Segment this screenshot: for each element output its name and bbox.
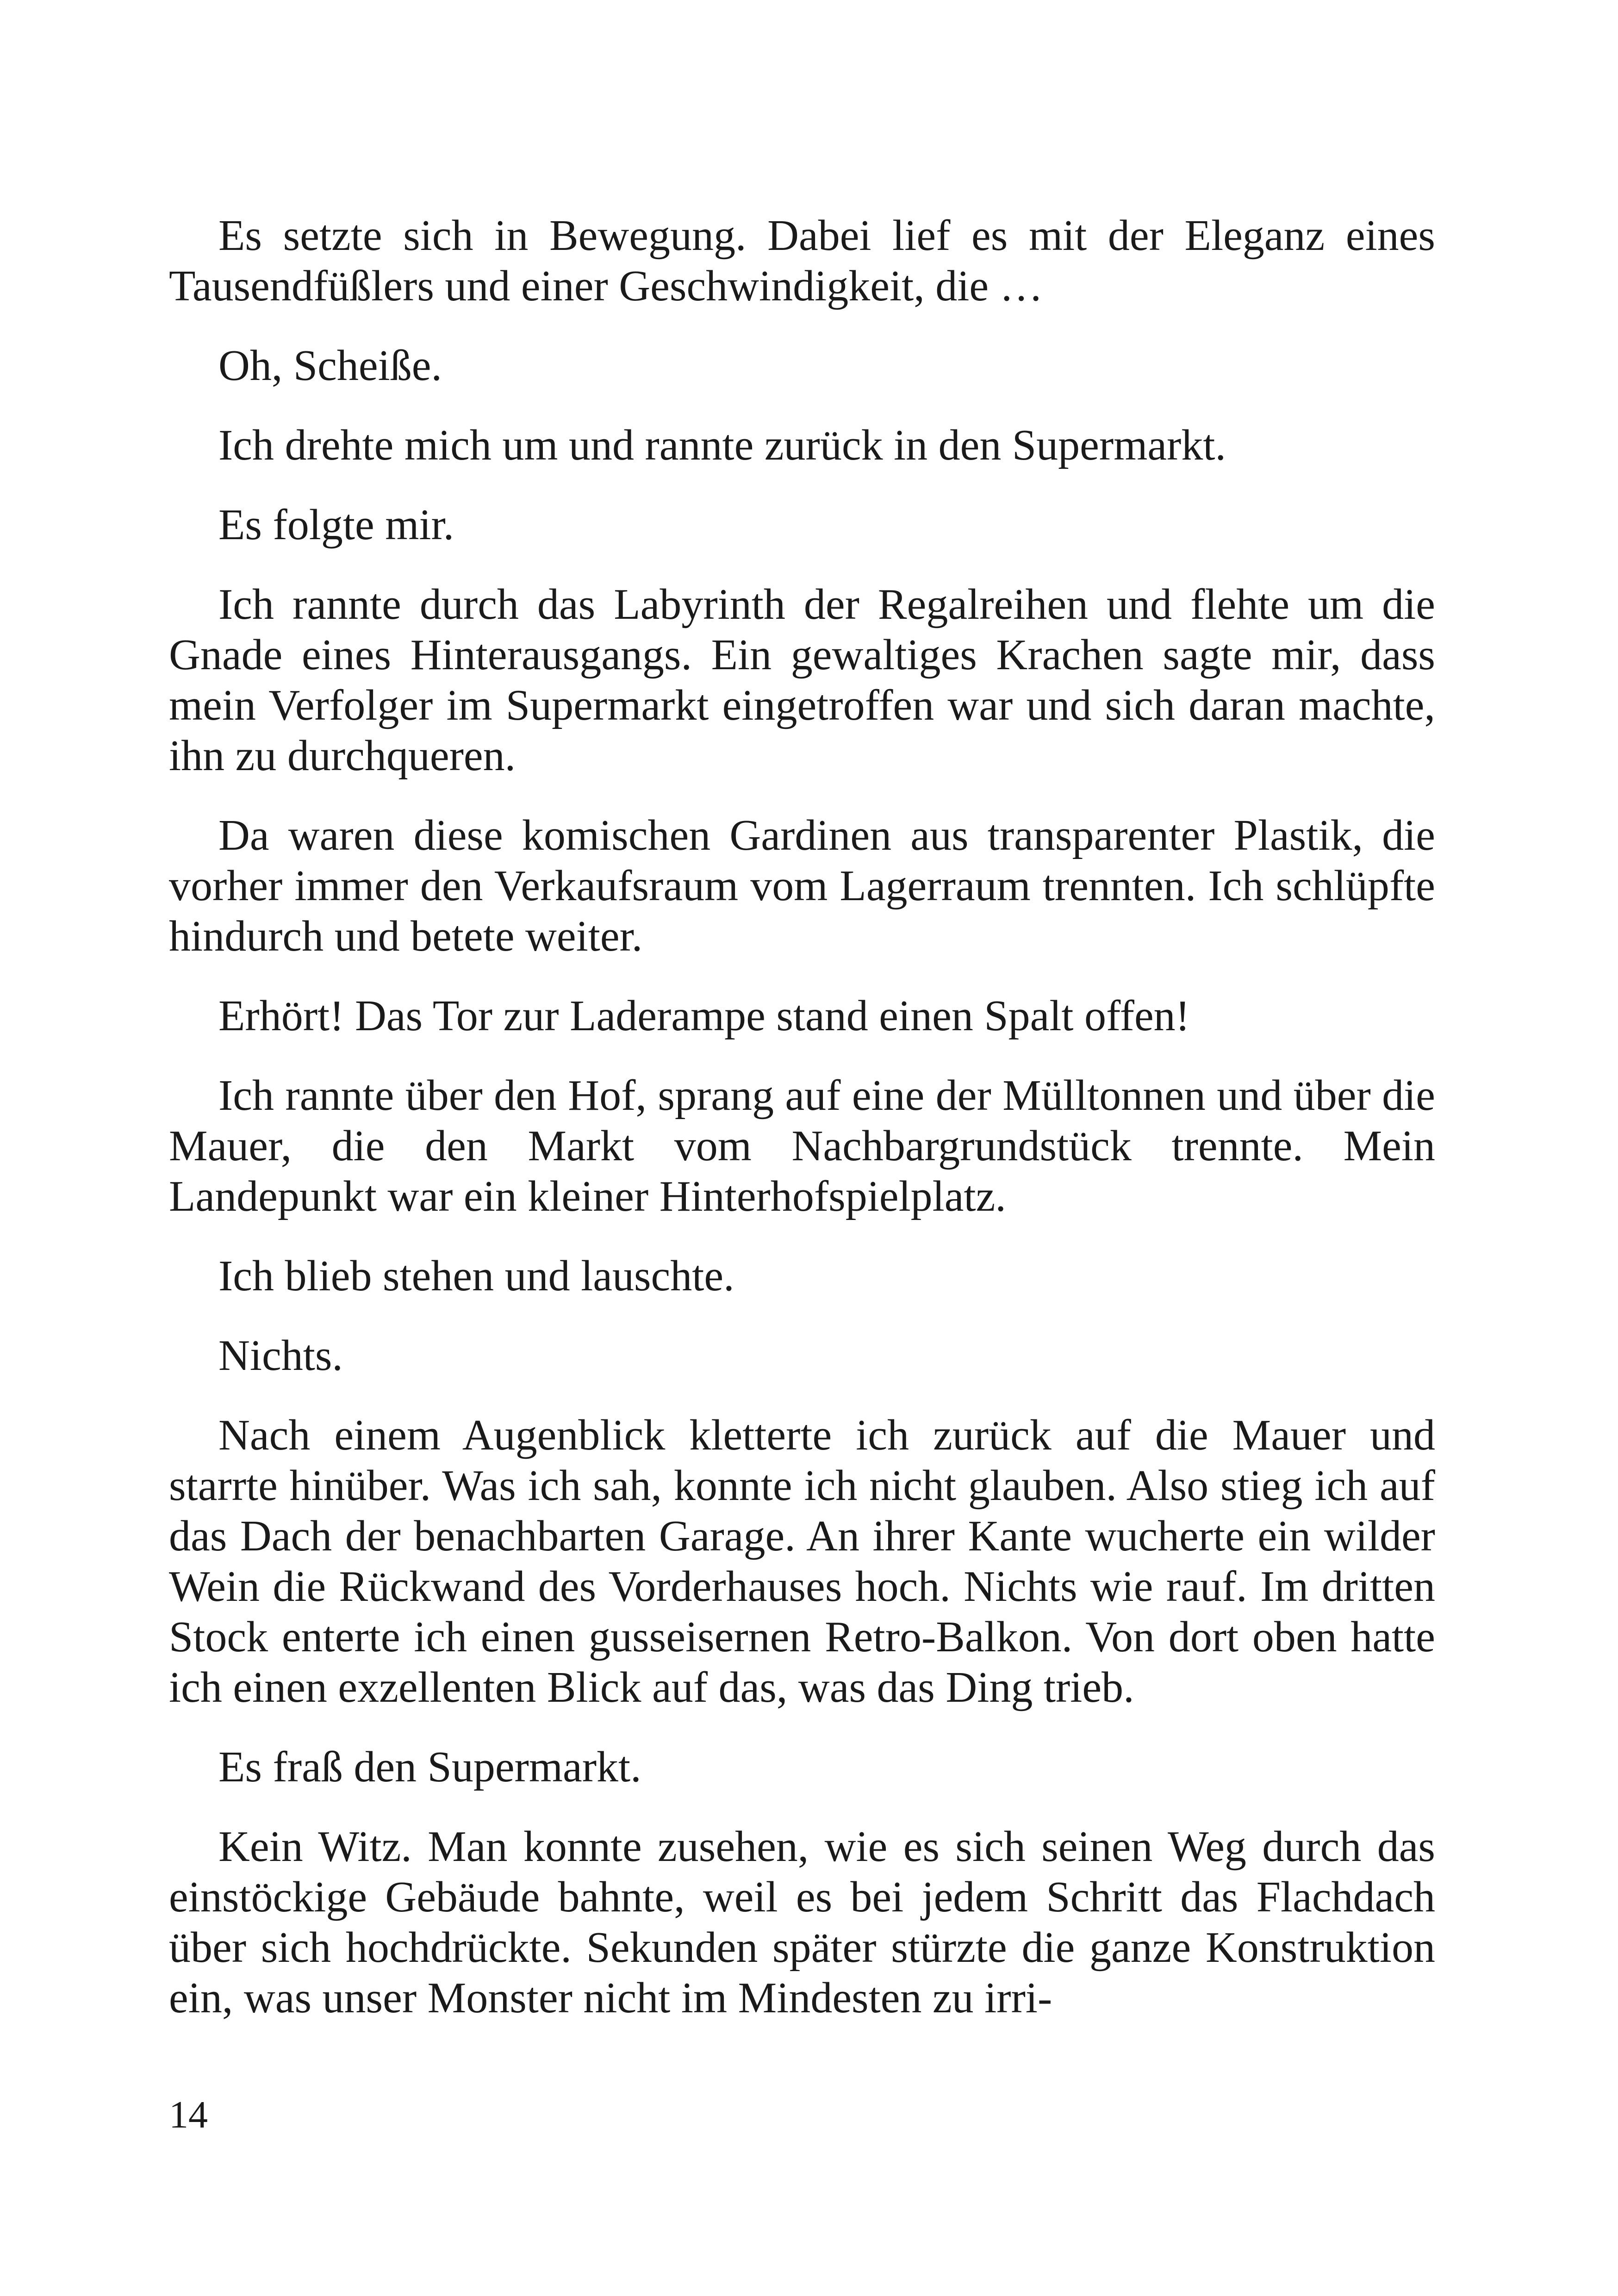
paragraph-8: Ich rannte über den Hof, sprang auf eine der Mülltonnen und über die Mauer, die den Markt vom Nachbargrundstück trennte. Mein Landepunkt war ein kleiner Hinterhofspielplatz. [169,1071,1435,1220]
paragraph-5: Ich rannte durch das Labyrinth der Regalreihen und flehte um die Gnade eines Hinterausgangs. Ein gewaltiges Krachen sagte mir, dass mein Verfolger im Supermarkt eingetroffen war und sich daran machte, ihn zu durchqueren. [169,580,1435,780]
paragraph-2: Oh, Scheiße. [218,342,442,390]
page-body [169,211,1435,2023]
paragraph-7: Erhört! Das Tor zur Laderampe stand einen Spalt offen! [218,992,1190,1040]
paragraph-9: Ich blieb stehen und lauschte. [218,1252,734,1300]
paragraph-12: Es fraß den Supermarkt. [218,1743,641,1791]
page-number: 14 [169,2093,208,2136]
paragraph-11: Nach einem Augenblick kletterte ich zurück auf die Mauer und starrte hinüber. Was ich sah, konnte ich nicht glauben. Also stieg ich auf das Dach der benachbarten Garage. An ihrer Kante wucherte ein wilder Wein die Rückwand des Vorderhauses hoch. Nichts wie rauf. Im dritten Stock enterte ich einen gusseisernen Retro-Balkon. Von dort oben hatte ich einen exzellenten Blick auf das, was das Ding trieb. [169,1411,1435,1711]
paragraph-13: Kein Witz. Man konnte zusehen, wie es sich seinen Weg durch das einstöckige Gebäude bahnte, weil es bei jedem Schritt das Flachdach über sich hochdrückte. Sekunden später stürzte die ganze Konstruktion ein, was unser Monster nicht im Mindesten zu irri- [169,1823,1435,2022]
paragraph-3: Ich drehte mich um und rannte zurück in den Supermarkt. [218,421,1226,469]
paragraph-1: Es setzte sich in Bewegung. Dabei lief es mit der Eleganz eines Tausendfüßlers und einer Geschwindigkeit, die … [169,212,1435,310]
paragraph-4: Es folgte mir. [218,501,454,549]
paragraph-6: Da waren diese komischen Gardinen aus transparenter Plastik, die vorher immer den Verkaufsraum vom Lagerraum trennten. Ich schlüpfte hindurch und betete weiter. [169,811,1435,960]
paragraph-10: Nichts. [218,1332,343,1380]
